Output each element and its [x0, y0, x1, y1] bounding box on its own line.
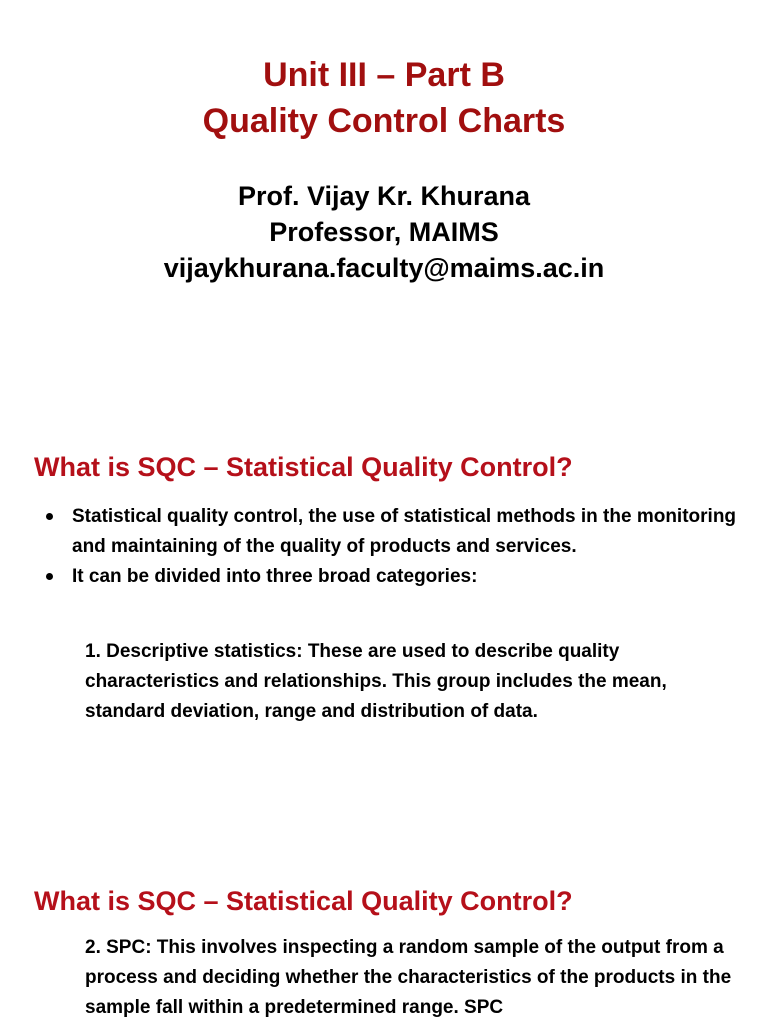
bullet-item [44, 562, 744, 592]
author-role: Professor, MAIMS [269, 217, 499, 247]
bullet-dot-icon [46, 573, 53, 580]
spc-paragraph: 2. SPC: This involves inspecting a random sample of the output from a process and deciding whether the characteristics of the products in the sample fall within a predetermined range. SPC [85, 937, 732, 1018]
bullet-dot-icon [46, 513, 53, 520]
slide-2-bullet-list [44, 502, 744, 592]
slide-title-line-1: Unit III – Part B [263, 56, 505, 94]
author-name: Prof. Vijay Kr. Khurana [237, 181, 531, 211]
slide-3-heading: What is SQC – Statistical Quality Control? [34, 886, 573, 916]
slide-2-heading: What is SQC – Statistical Quality Control? [34, 452, 573, 482]
bullet-text: Statistical quality control, the use of statistical methods in the monitoring and maintaining of the quality of products and services. [72, 506, 737, 557]
descriptive-statistics-paragraph: 1. Descriptive statistics: These are used to describe quality characteristics and relationships. This group includes the mean, standard deviation, range and distribution of data. [85, 641, 667, 722]
bullet-text: It can be divided into three broad categories: [72, 566, 478, 587]
slide-title-line-2: Quality Control Charts [202, 102, 566, 140]
bullet-item [44, 502, 744, 562]
author-email: vijaykhurana.faculty@maims.ac.in [163, 253, 605, 283]
